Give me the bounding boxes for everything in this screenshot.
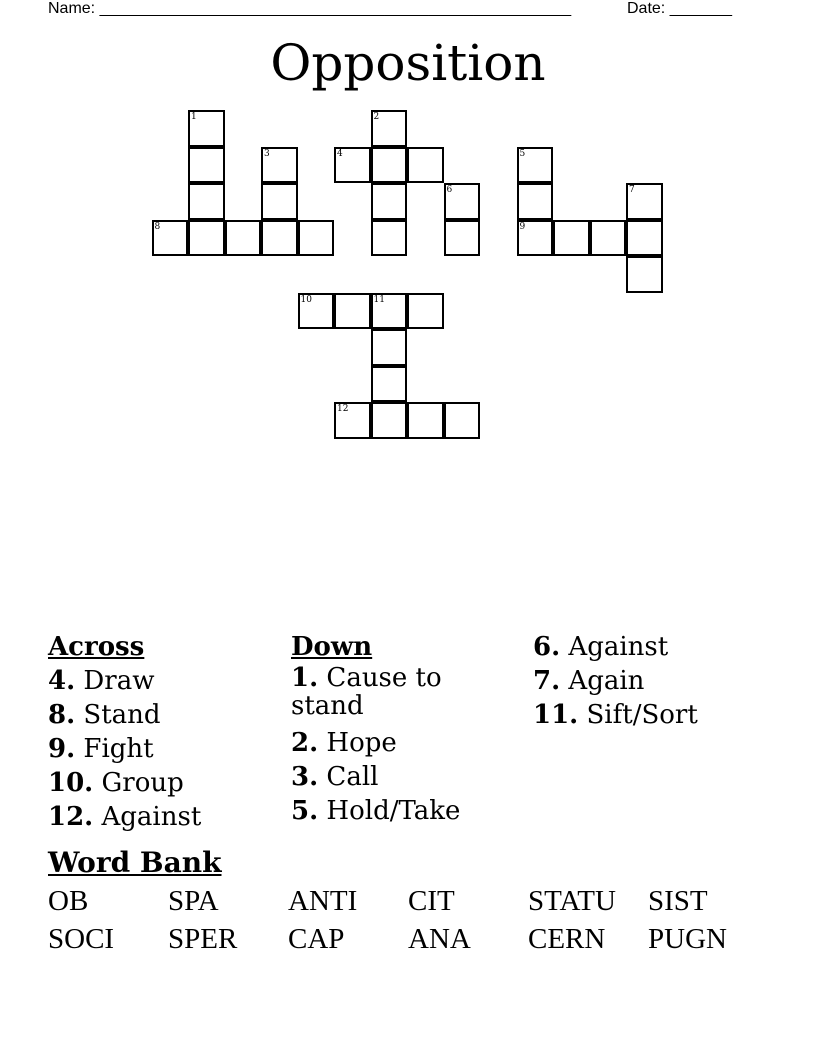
grid-cell-3[interactable] — [261, 147, 298, 184]
grid-cell[interactable] — [371, 329, 408, 366]
grid-cell-8[interactable] — [152, 220, 189, 257]
grid-cell[interactable] — [553, 220, 590, 257]
word-bank-title: Word Bank — [48, 846, 222, 879]
grid-cell[interactable] — [334, 293, 371, 330]
grid-cell-11[interactable] — [371, 293, 408, 330]
across-clues — [48, 630, 268, 834]
grid-cell[interactable] — [298, 220, 335, 257]
down-heading: Down — [291, 632, 373, 662]
word-bank-word: SPA — [168, 885, 219, 917]
grid-cell[interactable] — [626, 256, 663, 293]
name-field — [48, 0, 571, 18]
grid-cell-1[interactable] — [188, 110, 225, 147]
clue-number: 1 — [191, 112, 197, 122]
grid-cell[interactable] — [407, 147, 444, 184]
grid-cell[interactable] — [626, 220, 663, 257]
grid-cell[interactable] — [407, 293, 444, 330]
grid-cell-12[interactable] — [334, 402, 371, 439]
clue-number: 12 — [337, 404, 349, 414]
word-bank-word: CAP — [288, 923, 345, 955]
clue-down-5: 5. Hold/Take — [291, 796, 461, 826]
word-bank-word: OB — [48, 885, 89, 917]
clue-across-10: 10. Group — [48, 768, 184, 798]
word-bank-word: CIT — [408, 885, 455, 917]
grid-cell-7[interactable] — [626, 183, 663, 220]
grid-cell[interactable] — [444, 402, 481, 439]
clue-down-2: 2. Hope — [291, 728, 397, 758]
grid-cell[interactable] — [444, 220, 481, 257]
clue-number: 8 — [154, 221, 161, 232]
grid-cell-2[interactable] — [371, 110, 408, 147]
clue-down-6: 6. Against — [533, 632, 669, 662]
down-clues-continued — [533, 630, 753, 732]
grid-cell[interactable] — [371, 183, 408, 220]
grid-cell[interactable] — [188, 183, 225, 220]
clue-down-7: 7. Again — [533, 666, 645, 696]
grid-cell[interactable] — [371, 147, 408, 184]
grid-cell[interactable] — [225, 220, 262, 257]
clue-down-1: 1. Cause to stand — [291, 663, 442, 721]
word-bank-word: ANA — [408, 923, 471, 955]
word-bank-word: STATU — [528, 885, 616, 917]
page-title: Opposition — [270, 34, 546, 92]
word-bank-word: ANTI — [288, 885, 358, 917]
clue-number: 3 — [264, 148, 270, 159]
date-line[interactable]: _______ — [669, 0, 732, 17]
name-label: Name: — [48, 0, 100, 17]
word-bank-word: SOCI — [48, 923, 115, 955]
clue-across-9: 9. Fight — [48, 734, 154, 764]
word-bank-word: CERN — [528, 923, 606, 955]
word-bank-word: SPER — [168, 923, 238, 955]
grid-cell[interactable] — [407, 402, 444, 439]
word-bank-word: PUGN — [648, 923, 727, 955]
clue-number: 9 — [519, 221, 526, 232]
across-heading: Across — [48, 632, 145, 662]
clue-number: 5 — [519, 148, 526, 159]
date-field — [627, 0, 732, 18]
grid-cell[interactable] — [371, 366, 408, 403]
grid-cell[interactable] — [188, 147, 225, 184]
clue-number: 2 — [373, 112, 380, 122]
date-label: Date: — [627, 0, 670, 17]
clue-number: 11 — [373, 294, 385, 305]
grid-cell-5[interactable] — [517, 147, 554, 184]
grid-cell[interactable] — [261, 220, 298, 257]
grid-cell[interactable] — [188, 220, 225, 257]
clue-down-3: 3. Call — [291, 762, 379, 792]
clue-across-12: 12. Against — [48, 802, 202, 832]
clue-number: 7 — [629, 185, 635, 195]
grid-cell-9[interactable] — [517, 220, 554, 257]
clue-down-11: 11. Sift/Sort — [533, 700, 698, 730]
grid-cell[interactable] — [371, 220, 408, 257]
grid-cell[interactable] — [590, 220, 627, 257]
clue-number: 10 — [300, 294, 312, 305]
grid-cell[interactable] — [371, 402, 408, 439]
clue-across-8: 8. Stand — [48, 700, 161, 730]
word-bank-word: SIST — [648, 885, 708, 917]
grid-cell-10[interactable] — [298, 293, 335, 330]
grid-cell-6[interactable] — [444, 183, 481, 220]
clue-number: 6 — [446, 185, 453, 195]
grid-cell[interactable] — [517, 183, 554, 220]
name-line[interactable]: _____________________________________________________ — [99, 0, 572, 17]
grid-cell[interactable] — [261, 183, 298, 220]
clue-across-4: 4. Draw — [48, 666, 155, 696]
down-clues — [291, 630, 461, 828]
clue-number: 4 — [337, 148, 343, 159]
grid-cell-4[interactable] — [334, 147, 371, 184]
